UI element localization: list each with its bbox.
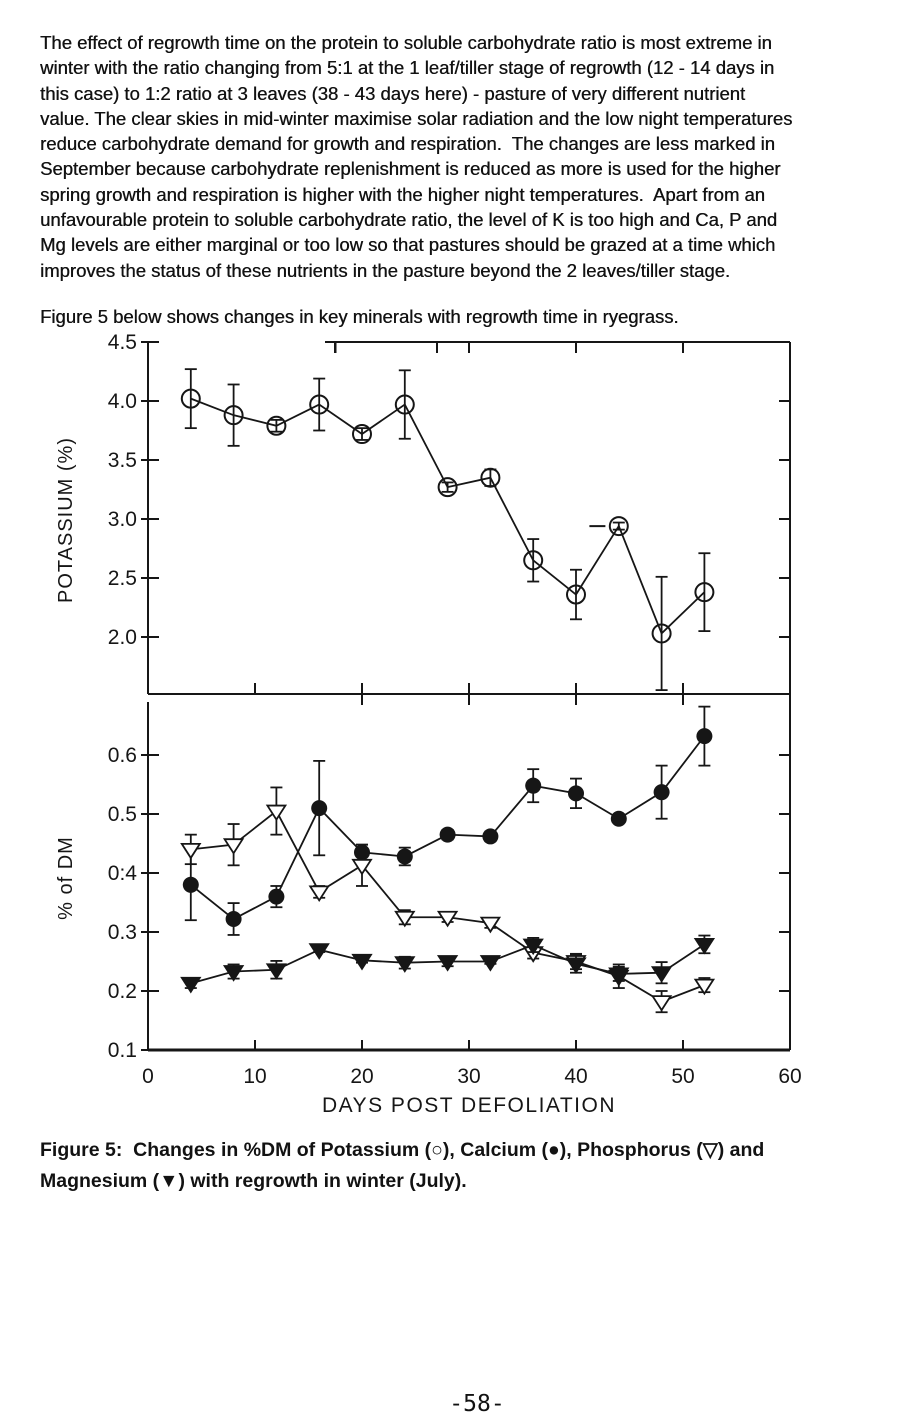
- open-triangle-down-marker: [182, 844, 200, 858]
- filled-circle-marker: [226, 911, 242, 927]
- calcium-series: [183, 707, 713, 935]
- potassium-line: [191, 399, 705, 634]
- body-paragraph: [40, 30, 896, 283]
- xtick-label: 50: [671, 1065, 695, 1088]
- filled-circle-marker: [183, 877, 199, 893]
- xtick-label: 40: [564, 1065, 588, 1088]
- x-axis-title: DAYS POST DEFOLIATION: [321, 1094, 617, 1117]
- potassium-axis-title: POTASSIUM (%): [55, 437, 77, 603]
- paragraph-line: reduce carbohydrate demand for growth and respiration. The changes are less marked in: [40, 133, 775, 155]
- potassium-ytick-label: 2.0: [107, 626, 137, 649]
- filled-circle-marker: [268, 889, 284, 905]
- page-number: -58-: [449, 1391, 505, 1417]
- filled-circle-marker: [525, 778, 541, 794]
- xtick-label: 60: [778, 1065, 802, 1088]
- dm-ytick-label: 0.5: [107, 803, 137, 826]
- filled-triangle-down-marker: [695, 939, 713, 953]
- filled-triangle-down-marker: [439, 956, 457, 970]
- xtick-label: 20: [350, 1065, 374, 1088]
- filled-circle-marker: [654, 784, 670, 800]
- figure-caption: [40, 1135, 890, 1197]
- filled-triangle-down-marker: [353, 955, 371, 969]
- dm-ytick-label: 0:4: [107, 862, 137, 885]
- dm-ytick-label: 0.3: [107, 921, 137, 944]
- figure-intro-text: Figure 5 below shows changes in key minerals with regrowth time in ryegrass.: [40, 306, 679, 327]
- open-triangle-down-marker: [267, 806, 285, 820]
- dm-ytick-label: 0.6: [107, 744, 137, 767]
- paragraph-line: Mg levels are either marginal or too low so that pastures should be grazed at a time which: [40, 234, 776, 256]
- open-triangle-down-marker: [481, 918, 499, 932]
- potassium-ytick-label: 4.5: [107, 331, 137, 354]
- filled-triangle-down-marker: [396, 957, 414, 971]
- filled-circle-marker: [696, 728, 712, 744]
- caption-line: Magnesium (▼) with regrowth in winter (July).: [40, 1170, 467, 1192]
- paragraph-line: improves the status of these nutrients in the pasture beyond the 2 leaves/tiller stage.: [40, 259, 731, 281]
- potassium-ytick-label: 4.0: [107, 390, 137, 413]
- dm-axis-title: % of DM: [55, 836, 77, 920]
- filled-triangle-down-marker: [267, 964, 285, 978]
- filled-circle-marker: [611, 811, 627, 827]
- potassium-ytick-label: 2.5: [107, 567, 137, 590]
- magnesium-series: [182, 936, 714, 992]
- filled-circle-marker: [568, 785, 584, 801]
- paragraph-line: this case) to 1:2 ratio at 3 leaves (38 - 43 days here) - pasture of very different nutrient: [40, 82, 746, 104]
- paragraph-line: winter with the ratio changing from 5:1 at the 1 leaf/tiller stage of regrowth (12 - 14 days in: [40, 57, 775, 79]
- potassium-series: [182, 369, 714, 690]
- xtick-label: 10: [243, 1065, 267, 1088]
- figure-5-chart: [0, 330, 900, 1120]
- paragraph-line: September because carbohydrate replenishment is reduced as more is used for the higher: [40, 158, 781, 180]
- caption-line: Figure 5: Changes in %DM of Potassium (○), Calcium (●), Phosphorus (▽) and: [40, 1139, 765, 1161]
- open-triangle-down-marker: [396, 912, 414, 926]
- filled-circle-marker: [397, 848, 413, 864]
- open-triangle-down-marker: [310, 886, 328, 900]
- paragraph-line: spring growth and respiration is higher with the higher night temperatures. Apart from an: [40, 183, 765, 205]
- dm-ytick-label: 0.2: [107, 980, 137, 1003]
- paragraph-line: The effect of regrowth time on the protein to soluble carbohydrate ratio is most extreme in: [40, 32, 772, 53]
- xtick-label: 0: [142, 1065, 154, 1088]
- filled-triangle-down-marker: [481, 956, 499, 970]
- filled-circle-marker: [311, 800, 327, 816]
- potassium-ytick-label: 3.5: [107, 449, 137, 472]
- potassium-ytick-label: 3.0: [107, 508, 137, 531]
- filled-triangle-down-marker: [653, 967, 671, 981]
- open-triangle-down-marker: [653, 996, 671, 1010]
- dm-ytick-label: 0.1: [107, 1039, 137, 1062]
- filled-circle-marker: [482, 828, 498, 844]
- filled-triangle-down-marker: [182, 978, 200, 992]
- paragraph-line: unfavourable protein to soluble carbohydrate ratio, the level of K is too high and Ca, P and: [40, 209, 778, 231]
- xtick-label: 30: [457, 1065, 481, 1088]
- paragraph-line: value. The clear skies in mid-winter maximise solar radiation and the low night temperatures: [40, 107, 793, 129]
- phosphorus-series: [182, 787, 714, 1012]
- filled-circle-marker: [440, 827, 456, 843]
